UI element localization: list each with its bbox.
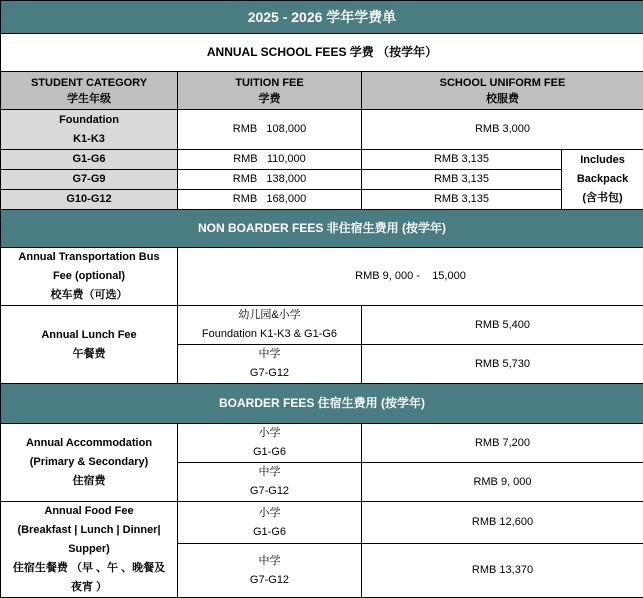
label-line: (Breakfast | Lunch | Dinner| — [3, 521, 175, 540]
tuition-fee-g10-g12 — [178, 190, 362, 210]
label-line: Annual Accommodation — [3, 434, 175, 453]
tuition-currency: RMB — [233, 123, 257, 135]
grade-en: G1-G6 — [180, 523, 359, 542]
grade-en: G7-G12 — [180, 482, 359, 501]
label-line: 校车费（可选） — [3, 286, 175, 305]
transport-fee-value — [178, 248, 643, 306]
grade-cn: 中学 — [180, 463, 359, 482]
food-grade-secondary — [178, 544, 362, 598]
label-line: 夜宵 ） — [3, 578, 175, 597]
food-fee-secondary: RMB 13,370 — [362, 544, 643, 598]
lunch-fee-primary: RMB 5,400 — [362, 306, 643, 345]
tuition-fee-g7-g9 — [178, 170, 362, 190]
transport-fee-label — [1, 248, 178, 306]
accommodation-grade-primary — [178, 424, 362, 463]
grade-cn: 小学 — [180, 424, 359, 443]
label-line: Annual Food Fee — [3, 502, 175, 521]
grade-en: G7-G12 — [180, 364, 359, 383]
label-line: 午餐费 — [3, 345, 175, 364]
food-grade-primary — [178, 502, 362, 544]
accommodation-fee-secondary: RMB 9, 000 — [362, 463, 643, 502]
header-uniform-fee — [362, 72, 643, 110]
grade-en: G1-G6 — [180, 443, 359, 462]
grade-cn: 小学 — [180, 504, 359, 523]
note-line: Backpack — [564, 170, 641, 189]
tuition-fee-g1-g6 — [178, 150, 362, 170]
accommodation-fee-label — [1, 424, 178, 502]
grade-cn: 中学 — [180, 345, 359, 364]
note-line: Includes — [564, 151, 641, 170]
tuition-fee-foundation — [178, 110, 362, 150]
page-title: 2025 - 2026 学年学费单 — [1, 1, 643, 34]
lunch-fee-label — [1, 306, 178, 384]
grade-en: Foundation K1-K3 & G1-G6 — [180, 325, 359, 344]
lunch-grade-secondary — [178, 345, 362, 384]
label-line: (Primary & Secondary) — [3, 453, 175, 472]
header-student-category — [1, 72, 178, 110]
uniform-fee-g1-g6: RMB 3,135 — [362, 150, 562, 170]
header-tuition-cn: 学费 — [180, 91, 359, 107]
tuition-amount: 110,000 — [267, 153, 306, 165]
header-tuition-fee — [178, 72, 362, 110]
grade-cn: 中学 — [180, 552, 359, 571]
header-tuition-en: TUITION FEE — [180, 75, 359, 91]
uniform-fee-foundation: RMB 3,000 — [362, 110, 643, 150]
boarder-heading: BOARDER FEES 住宿生费用 (按学年) — [1, 384, 643, 424]
category-g10-g12: G10-G12 — [1, 190, 178, 210]
uniform-fee-g7-g9: RMB 3,135 — [362, 170, 562, 190]
header-category-cn: 学生年级 — [3, 91, 175, 107]
label-line: Supper) — [3, 540, 175, 559]
label-line: Annual Transportation Bus — [3, 248, 175, 267]
label-line: Annual Lunch Fee — [3, 326, 175, 345]
tuition-currency: RMB — [233, 173, 257, 185]
accommodation-fee-primary: RMB 7,200 — [362, 424, 643, 463]
grade-en: G7-G12 — [180, 571, 359, 590]
tuition-currency: RMB — [233, 193, 257, 205]
tuition-amount: 108,000 — [266, 123, 306, 135]
lunch-grade-primary — [178, 306, 362, 345]
grade-cn: 幼儿园&小学 — [180, 306, 359, 325]
food-fee-primary: RMB 12,600 — [362, 502, 643, 544]
note-line: (含书包) — [564, 189, 641, 208]
header-uniform-cn: 校服费 — [364, 91, 641, 107]
tuition-amount: 168,000 — [266, 193, 306, 205]
tuition-currency: RMB — [233, 153, 257, 165]
category-sublabel: K1-K3 — [3, 130, 175, 149]
annual-fees-heading: ANNUAL SCHOOL FEES 学费 （按学年） — [1, 34, 643, 72]
uniform-fee-g10-g12: RMB 3,135 — [362, 190, 562, 210]
category-g1-g6: G1-G6 — [1, 150, 178, 170]
label-line: 住宿费 — [3, 472, 175, 491]
food-fee-label — [1, 502, 178, 598]
header-category-en: STUDENT CATEGORY — [3, 75, 175, 91]
category-foundation — [1, 110, 178, 150]
category-label: Foundation — [3, 111, 175, 130]
lunch-fee-secondary: RMB 5,730 — [362, 345, 643, 384]
backpack-note — [562, 150, 643, 210]
category-g7-g9: G7-G9 — [1, 170, 178, 190]
label-line: Fee (optional) — [3, 267, 175, 286]
transport-range-to: 15,000 — [432, 270, 466, 282]
accommodation-grade-secondary — [178, 463, 362, 502]
header-uniform-en: SCHOOL UNIFORM FEE — [364, 75, 641, 91]
transport-range-from: RMB 9, 000 - — [355, 270, 420, 282]
label-line: 住宿生餐费 （早 、午 、晚餐及 — [3, 559, 175, 578]
non-boarder-heading: NON BOARDER FEES 非住宿生费用 (按学年) — [1, 210, 643, 248]
tuition-amount: 138,000 — [266, 173, 306, 185]
